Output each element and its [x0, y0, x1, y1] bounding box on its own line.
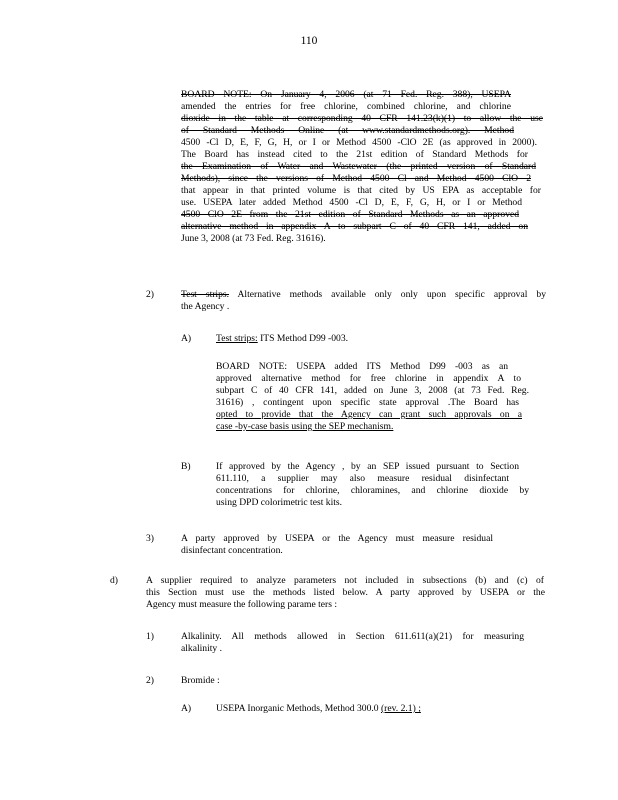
- usepa-method: USEPA Inorganic Methods, Method 300.0: [216, 703, 379, 714]
- item-2-label: 2): [146, 289, 154, 300]
- note-line: alternative method in appendix A to subpart C of 40 CFR 141, added on: [181, 221, 528, 232]
- item-2b-line: If approved by the Agency , by an SEP issued pursuant to Section: [216, 461, 519, 472]
- item-2b-line: concentrations for chlorine, chloramines, and chlorine dioxide by: [216, 485, 529, 496]
- item-d-line: this Section must use the methods listed below. A party approved by USEPA or the: [146, 587, 545, 598]
- item-d1-line: Alkalinity. All methods allowed in Section 611.611(a)(21) for measuring: [181, 631, 524, 642]
- item-d2a-label: A): [181, 703, 192, 714]
- item-d1-line: alkalinity .: [181, 643, 223, 654]
- item-2-line-2: the Agency .: [181, 301, 230, 312]
- note-line: The Board has instead cited to the 21st edition of Standard Methods for: [181, 149, 528, 160]
- note-line: June 3, 2008 (at 73 Fed. Reg. 31616).: [181, 233, 326, 244]
- note-line: 4500 ClO 2E from the 21st edition of Standard Methods as an approved: [181, 209, 519, 220]
- item-2b-line: using DPD colorimetric test kits.: [216, 497, 343, 508]
- item-d-line: A supplier required to analyze parameters not included in subsections (b) and (c) of: [146, 575, 544, 586]
- note-line: Methods), since the versions of Method 4500 Cl and Method 4500 ClO 2: [181, 173, 531, 184]
- page-number: 110: [300, 35, 318, 47]
- note-line: subpart C of 40 CFR 141, added on June 3, 2008 (at 73 Fed. Reg.: [216, 385, 529, 396]
- note-line: 31616) , contingent upon specific state approval .The Board has: [216, 397, 519, 408]
- item-2-line-1: [181, 289, 546, 301]
- item-d-label: d): [110, 575, 118, 586]
- note-line: dioxide in the table at corresponding 40 CFR 141.23(k)(1) to allow the use: [181, 113, 543, 124]
- note-line: that appear in that printed volume is that cited by US EPA as acceptable for: [181, 185, 541, 196]
- note-line: use. USEPA later added Method 4500 -Cl D, E, F, G, H, or I or Method: [181, 197, 522, 208]
- item-3-label: 3): [146, 533, 154, 544]
- note-line: approved alternative method for free chlorine in appendix A to: [216, 373, 521, 384]
- item-d-line: Agency must measure the following parame ters :: [146, 599, 338, 610]
- note-line: 4500 -Cl D, E, F, G, H, or I or Method 4500 -ClO 2E (as approved in 2000).: [181, 137, 537, 148]
- its-method: ITS Method D99 -003.: [260, 333, 349, 344]
- item-2-text: Alternative methods available only only upon specific approval by: [229, 289, 546, 300]
- test-strips-title: Test strips:: [216, 333, 258, 344]
- note-line: amended the entries for free chlorine, combined chlorine, and chlorine: [181, 101, 511, 112]
- item-d1-label: 1): [146, 631, 154, 642]
- item-2b-line: 611.110, a supplier may also measure residual disinfectant: [216, 473, 509, 484]
- item-d2a-line: [216, 703, 421, 715]
- strike-text: Test strips.: [181, 289, 230, 300]
- item-2b-label: B): [181, 461, 191, 472]
- item-d2-label: 2): [146, 675, 154, 686]
- item-2a-heading: [216, 333, 348, 345]
- note-line: of Standard Methods Online (at www.standardmethods.org). Method: [181, 125, 514, 136]
- note-line: opted to provide that the Agency can grant such approvals on a: [216, 409, 522, 420]
- revision-underlined: (rev. 2.1) ;: [380, 703, 421, 714]
- note-line: BOARD NOTE: On January 4, 2006 (at 71 Fed. Reg. 388), USEPA: [181, 89, 511, 100]
- item-3-line: A party approved by USEPA or the Agency must measure residual: [181, 533, 493, 544]
- item-2a-label: A): [181, 333, 192, 344]
- item-d2-text: Bromide :: [181, 675, 220, 686]
- note-line: BOARD NOTE: USEPA added ITS Method D99 -003 as an: [216, 361, 508, 372]
- note-line: the Examination of Water and Wastewater (the printed version of Standard: [181, 161, 536, 172]
- note-line: case -by-case basis using the SEP mechanism.: [216, 421, 394, 432]
- item-3-line: disinfectant concentration.: [181, 545, 283, 556]
